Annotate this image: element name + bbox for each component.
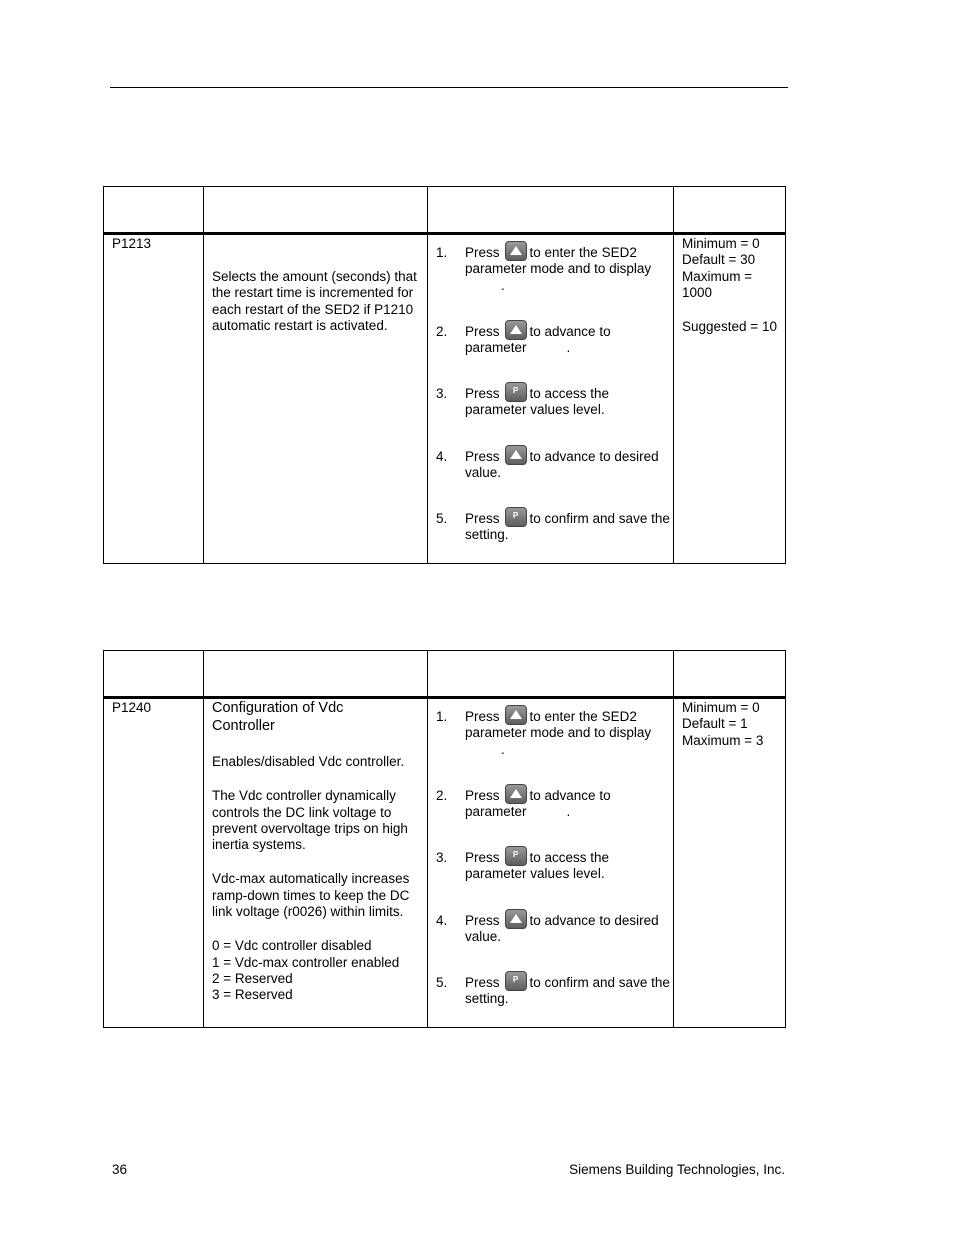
up-arrow-key-icon [505,320,527,340]
step-text: to confirm and save the setting. [465,511,670,543]
step-tail: . [566,804,571,820]
limits-text [682,236,780,335]
header-cell-steps [428,187,674,234]
step-text: to access the parameter values level. [465,850,610,882]
limit-suggested: Suggested = 10 [682,319,777,335]
step-press-label: Press [465,850,500,865]
header-rule [110,87,788,88]
header-cell-limits [674,187,786,234]
description-cell [204,234,428,564]
option-0: 0 = Vdc controller disabled [212,938,372,954]
parameter-code-cell [104,698,204,1028]
step-number: 2. [436,324,448,339]
description-paragraph: Selects the amount (seconds) that the restart time is incremented for each restart of the SED2 if P1210 automatic restart is activated. [212,269,417,333]
parameter-title: Configuration of Vdc Controller [212,700,344,734]
step-press-label: Press [465,386,500,401]
step-number: 4. [436,913,448,928]
option-2: 2 = Reserved [212,970,293,986]
step-text: to confirm and save the setting. [465,975,670,1007]
up-arrow-key-icon [505,784,527,804]
step-tail: . [566,340,571,356]
step-press-label: Press [465,709,500,724]
step-text: to enter the SED2 parameter mode and to display [465,709,652,741]
up-arrow-key-icon [505,241,527,261]
limits-text [682,700,780,749]
description-cell [204,698,428,1028]
description-paragraph: Vdc-max automatically increases ramp-down times to keep the DC link voltage (r0026) within limits. [212,871,410,920]
step-tail: . [501,277,505,293]
step-number: 1. [436,709,448,724]
step-press-label: Press [465,324,500,339]
step-number: 3. [436,850,448,865]
step-text: to advance to desired value. [465,449,659,481]
step-text: to advance to parameter [465,324,611,356]
page-number: 36 [112,1162,128,1177]
step-text: to advance to parameter [465,788,611,820]
step-text: to access the parameter values level. [465,386,610,418]
description-paragraph: The Vdc controller dynamically controls the DC link voltage to prevent overvoltage trips on high inertia systems. [212,788,408,853]
parameter-code: P1213 [112,236,152,251]
description-text [212,700,422,1004]
step-tail: . [501,741,505,757]
step-number: 5. [436,511,448,526]
header-cell-parameter [104,651,204,698]
step-text: to advance to desired value. [465,913,659,945]
limit-spacer [682,301,780,319]
p-key-icon [505,971,527,991]
header-cell-description [204,187,428,234]
description-text [212,269,422,334]
table-header-row [104,187,786,234]
description-paragraph: Enables/disabled Vdc controller. [212,754,405,769]
up-arrow-key-icon [505,445,527,465]
step-press-label: Press [465,511,500,526]
step-press-label: Press [465,788,500,803]
option-3: 3 = Reserved [212,987,293,1003]
limit-default: Default = 30 [682,252,756,268]
steps-cell [428,234,674,564]
step-press-label: Press [465,975,500,990]
limits-cell [674,698,786,1028]
limit-minimum: Minimum = 0 [682,236,760,251]
step-press-label: Press [465,449,500,464]
step-number: 1. [436,245,448,260]
limit-maximum: Maximum = 3 [682,732,764,748]
option-1: 1 = Vdc-max controller enabled [212,954,400,970]
header-cell-limits [674,651,786,698]
step-number: 4. [436,449,448,464]
limit-maximum: Maximum = 1000 [682,268,753,300]
header-cell-steps [428,651,674,698]
steps-cell [428,698,674,1028]
limit-minimum: Minimum = 0 [682,700,760,715]
p-key-icon [505,507,527,527]
footer-company: Siemens Building Technologies, Inc. [569,1162,785,1177]
step-press-label: Press [465,913,500,928]
parameter-table-p1240 [103,650,786,1028]
table-row [104,234,786,564]
step-text: to enter the SED2 parameter mode and to display [465,245,652,277]
up-arrow-key-icon [505,705,527,725]
header-cell-description [204,651,428,698]
header-cell-parameter [104,187,204,234]
parameter-code: P1240 [112,700,152,715]
step-number: 5. [436,975,448,990]
step-press-label: Press [465,245,500,260]
limit-default: Default = 1 [682,716,748,732]
p-key-icon [505,846,527,866]
up-arrow-key-icon [505,909,527,929]
table-header-row [104,651,786,698]
limits-cell [674,234,786,564]
step-number: 2. [436,788,448,803]
step-number: 3. [436,386,448,401]
table-row [104,698,786,1028]
p-key-icon [505,382,527,402]
parameter-table-p1213 [103,186,786,564]
parameter-code-cell [104,234,204,564]
